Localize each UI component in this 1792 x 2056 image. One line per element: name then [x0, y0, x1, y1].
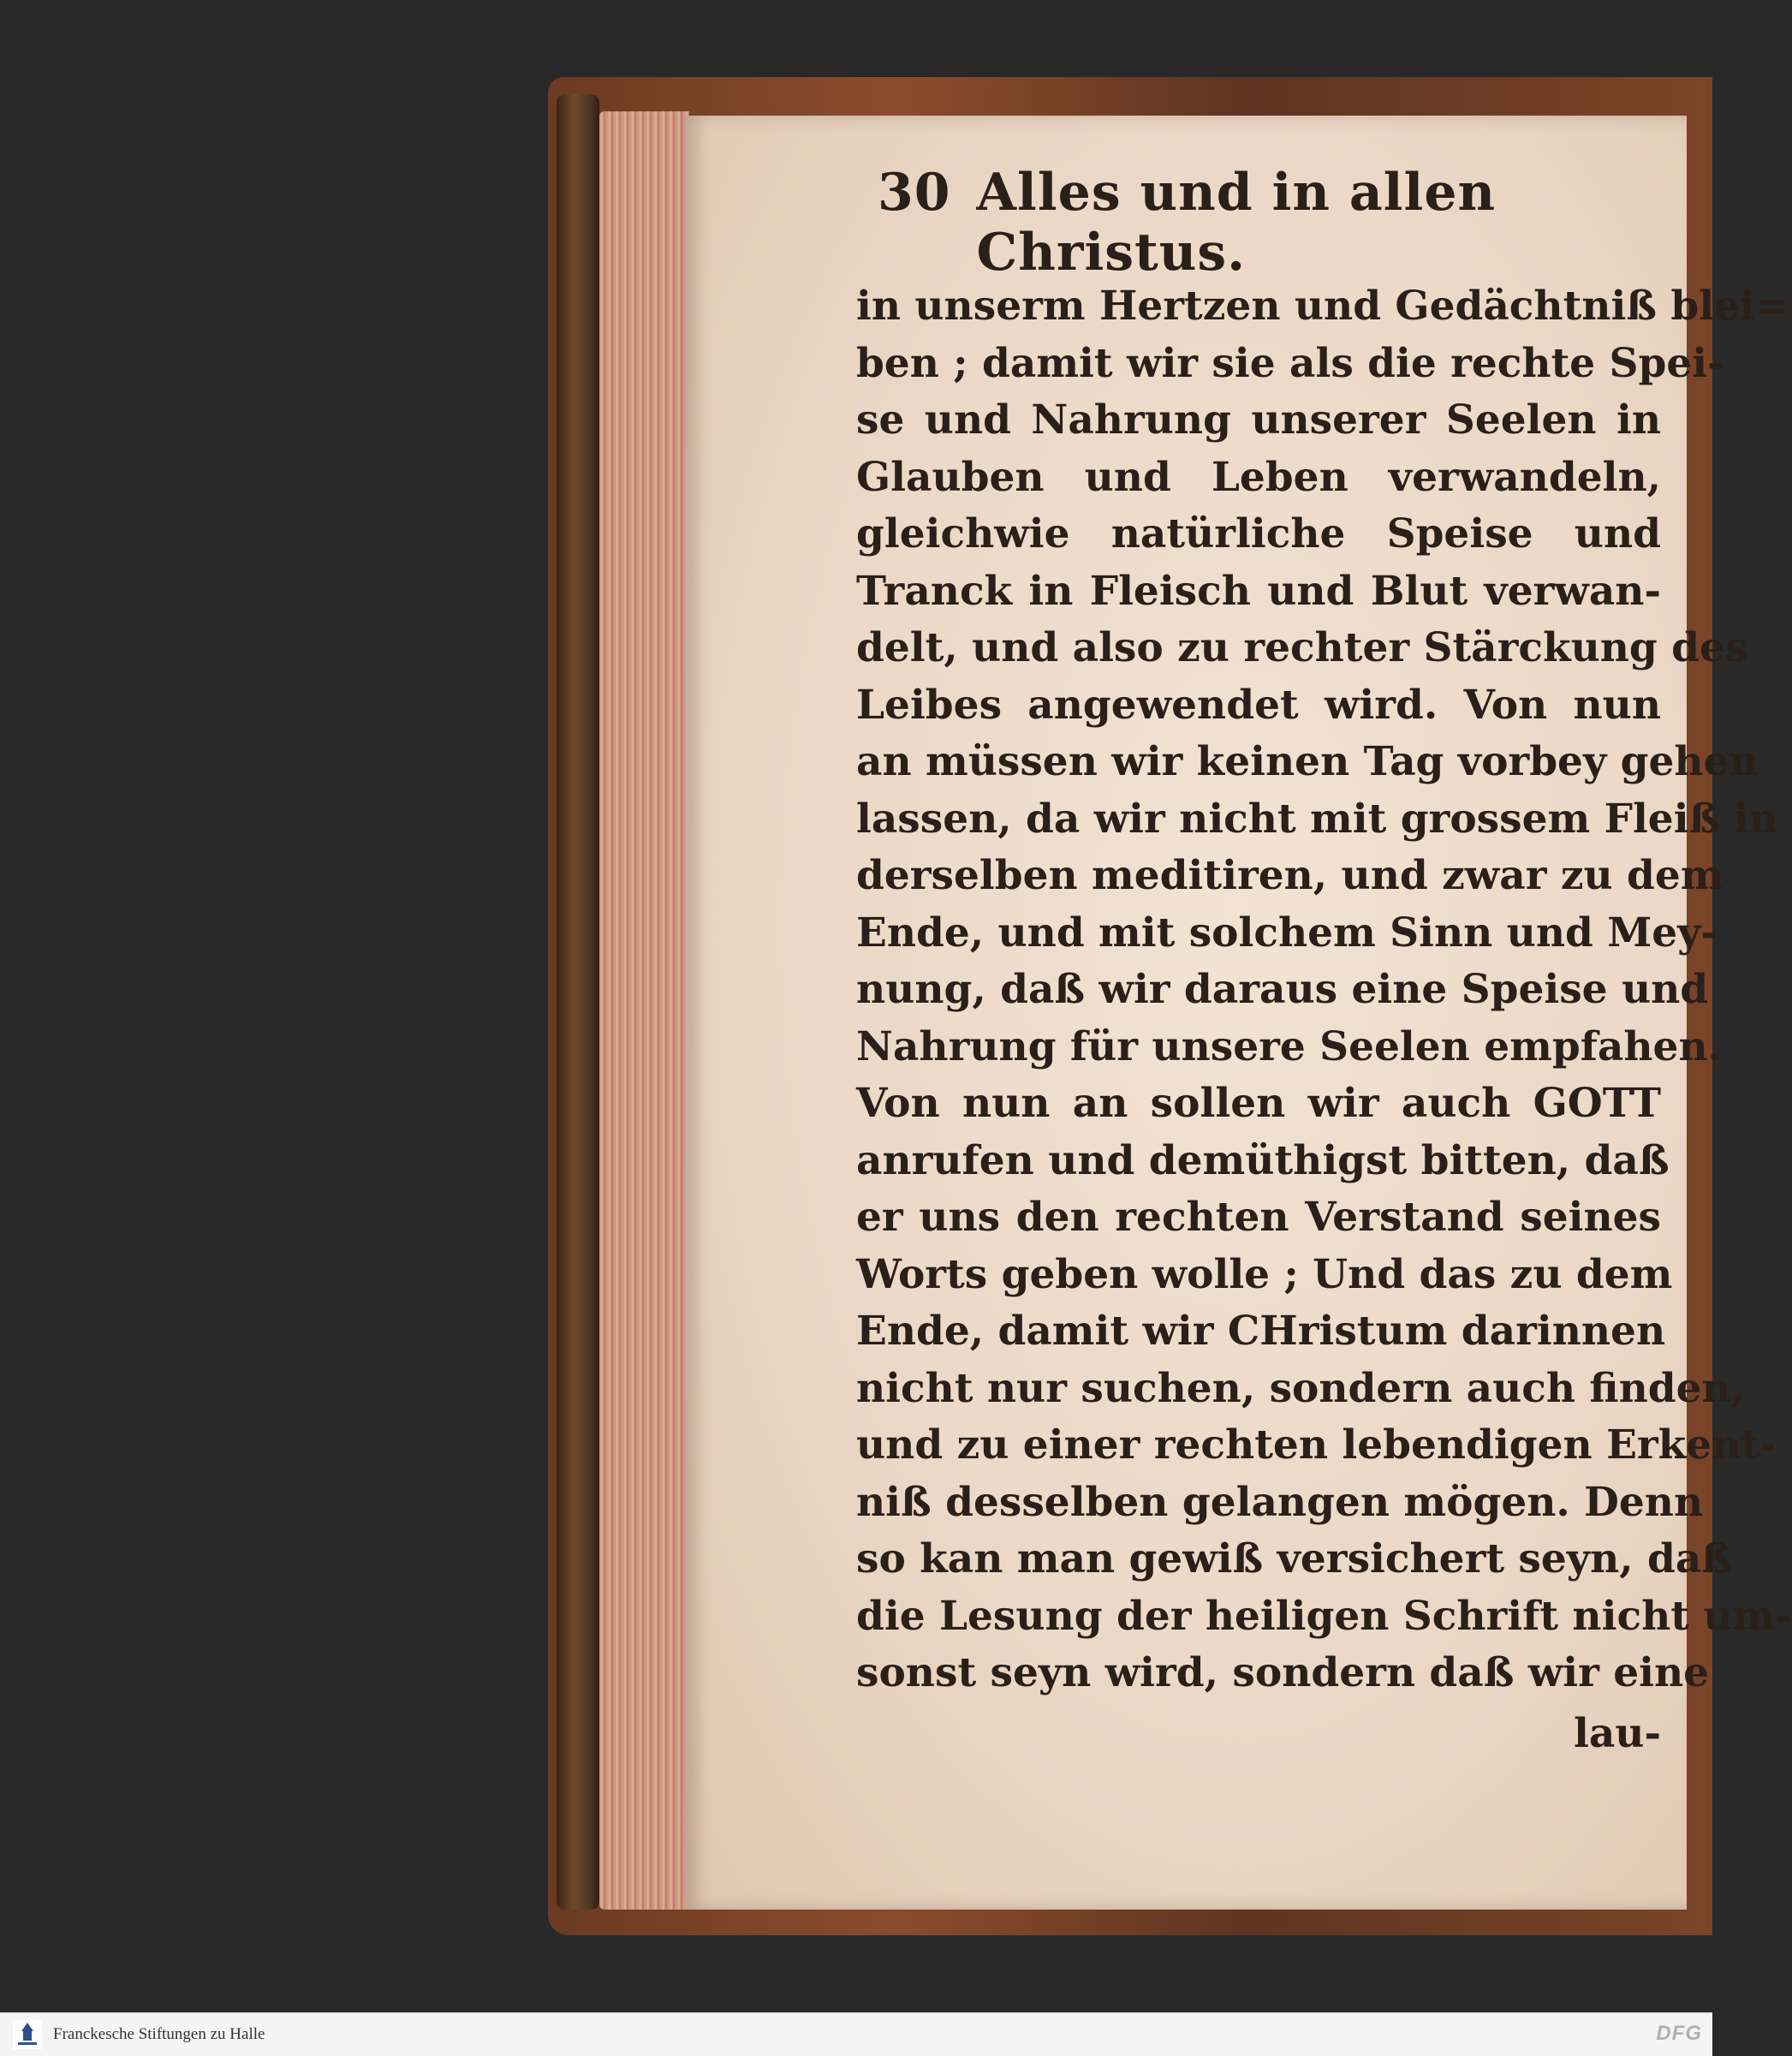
text-line: Tranck in Fleisch und Blut verwan-: [856, 567, 1661, 615]
text-line: Ende, damit wir CHristum darinnen: [856, 1308, 1666, 1355]
text-line: die Lesung der heiligen Schrift nicht um-: [856, 1592, 1792, 1640]
text-line: Von nun an sollen wir auch GOTT: [856, 1080, 1661, 1127]
catchword: lau-: [1574, 1709, 1661, 1757]
text-line: nicht nur suchen, sondern auch finden,: [856, 1364, 1746, 1412]
text-line: Ende, und mit solchem Sinn und Mey-: [856, 909, 1718, 956]
text-line: anrufen und demüthigst bitten, daß: [856, 1136, 1670, 1184]
book-spine: [557, 94, 599, 1910]
text-line: und zu einer rechten lebendigen Erkent-: [856, 1421, 1777, 1469]
page-header: [878, 163, 1640, 283]
text-line: niß desselben gelangen mögen. Denn: [856, 1478, 1704, 1526]
text-line: so kan man gewiß versichert seyn, daß: [856, 1535, 1733, 1582]
text-line: Glauben und Leben verwandeln,: [856, 453, 1661, 501]
viewer-footer: [0, 2012, 1712, 2056]
institution-name: Franckesche Stiftungen zu Halle: [53, 2025, 265, 2043]
text-line: sonst seyn wird, sondern daß wir eine: [856, 1649, 1710, 1696]
text-line: gleichwie natürliche Speise und: [856, 510, 1661, 557]
text-line: delt, und also zu rechter Stärckung des: [856, 624, 1748, 671]
text-line: ben ; damit wir sie als die rechte Spei-: [856, 339, 1724, 387]
text-line: Worts geben wolle ; Und das zu dem: [856, 1250, 1673, 1298]
text-line: lassen, da wir nicht mit grossem Fleiß in: [856, 795, 1778, 843]
institution-logo-icon: [10, 2018, 45, 2051]
page-text-block: [685, 116, 1792, 1910]
page-edges: [599, 111, 689, 1910]
text-line: nung, daß wir daraus eine Speise und: [856, 966, 1709, 1013]
page-number: 30: [878, 163, 951, 223]
book-page: [685, 116, 1792, 1910]
funder-logo: DFG: [1656, 2022, 1702, 2045]
body-text: [856, 278, 1792, 1762]
text-line: an müssen wir keinen Tag vorbey gehen: [856, 738, 1759, 785]
text-line: Nahrung für unsere Seelen empfahen.: [856, 1022, 1722, 1070]
running-title: Alles und in allen Christus.: [976, 163, 1497, 283]
text-line: er uns den rechten Verstand seines: [856, 1194, 1661, 1241]
text-line: se und Nahrung unserer Seelen in: [856, 396, 1661, 444]
text-line: in unserm Hertzen und Gedächtniß blei=: [856, 283, 1789, 330]
text-line: Leibes angewendet wird. Von nun: [856, 681, 1661, 729]
text-line: derselben meditiren, und zwar zu dem: [856, 852, 1724, 899]
